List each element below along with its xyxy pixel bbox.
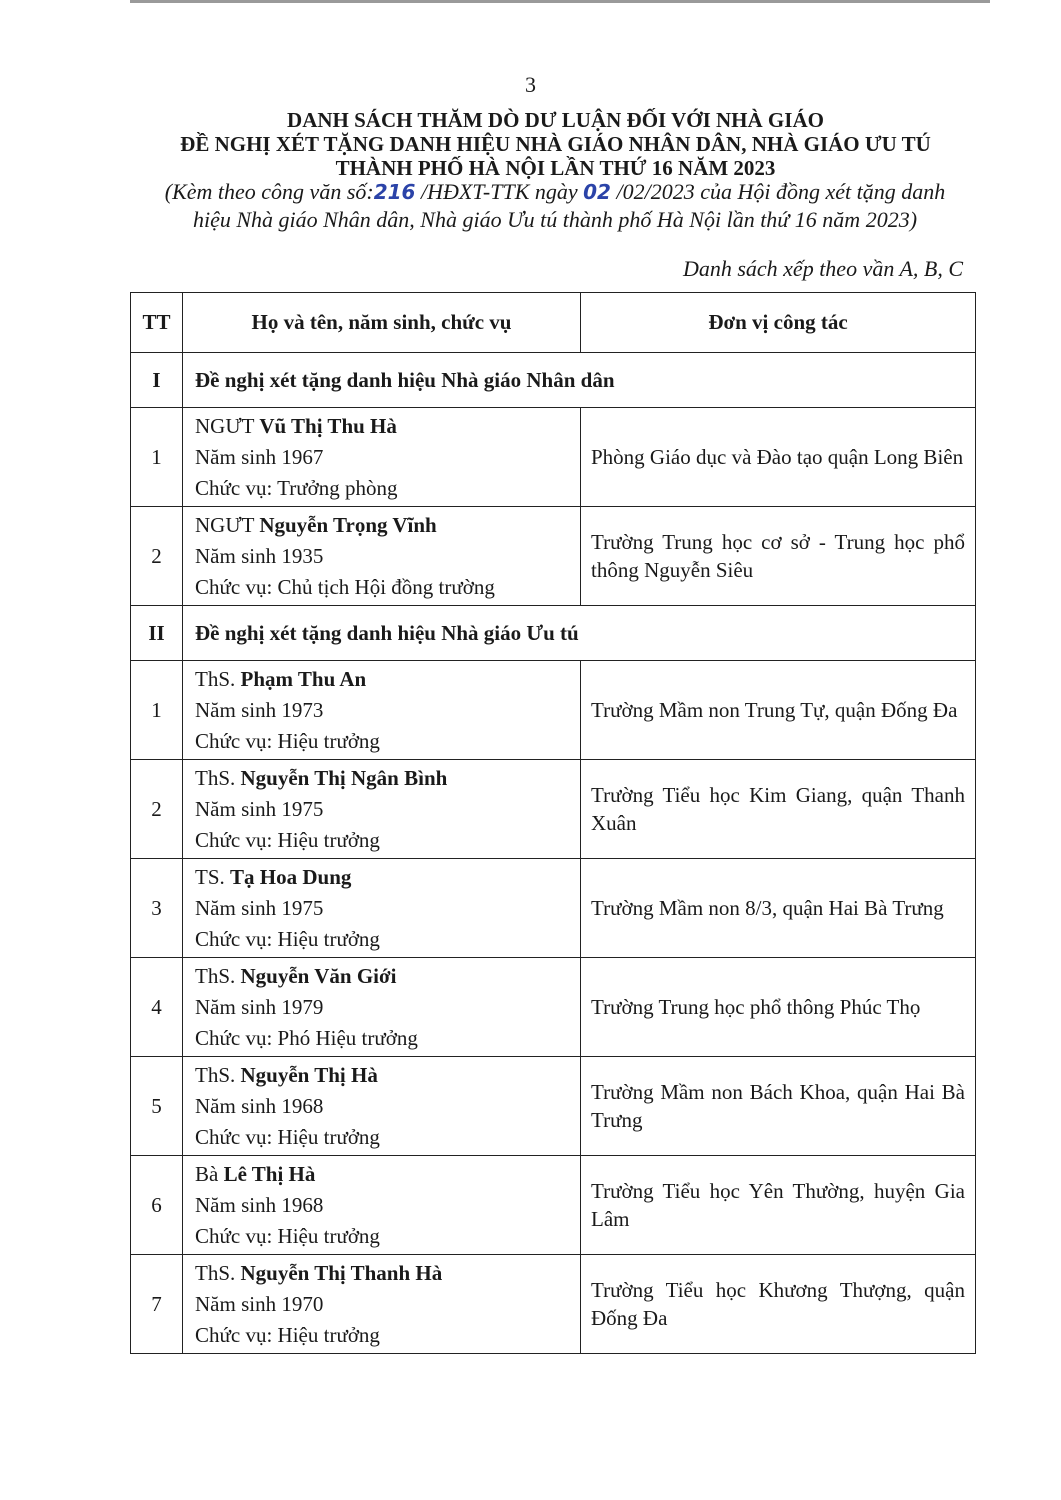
table-row bbox=[131, 1255, 976, 1354]
header-tt: TT bbox=[131, 293, 183, 353]
person-birth-year: Năm sinh 1968 bbox=[195, 1192, 324, 1217]
person-position: Chức vụ: Hiệu trưởng bbox=[195, 926, 380, 951]
person-name-line bbox=[195, 961, 579, 992]
title-line: ĐỀ NGHỊ XÉT TẶNG DANH HIỆU NHÀ GIÁO NHÂN DÂN, NHÀ GIÁO ƯU TÚ bbox=[180, 132, 931, 156]
row-number: 5 bbox=[131, 1057, 183, 1156]
person-title: ThS. bbox=[195, 765, 241, 790]
person-cell bbox=[183, 1156, 581, 1255]
document-subtitle bbox=[40, 178, 1061, 234]
title-line: DANH SÁCH THĂM DÒ DƯ LUẬN ĐỐI VỚI NHÀ GIÁO bbox=[287, 108, 824, 132]
page-number: 3 bbox=[525, 72, 536, 97]
subtitle-line-2: hiệu Nhà giáo Nhân dân, Nhà giáo Ưu tú thành phố Hà Nội lần thứ 16 năm 2023) bbox=[192, 207, 918, 232]
row-number: 7 bbox=[131, 1255, 183, 1354]
section-row bbox=[131, 606, 976, 661]
person-position: Chức vụ: Hiệu trưởng bbox=[195, 827, 380, 852]
person-name: Phạm Thu An bbox=[240, 666, 367, 691]
scan-top-edge bbox=[130, 0, 990, 3]
person-position: Chức vụ: Trưởng phòng bbox=[195, 475, 398, 500]
subtitle-prefix: (Kèm theo công văn số: bbox=[164, 179, 374, 204]
row-number: 2 bbox=[131, 507, 183, 606]
person-name: Lê Thị Hà bbox=[223, 1161, 316, 1186]
person-cell bbox=[183, 859, 581, 958]
work-unit: Trường Tiểu học Khương Thượng, quận Đống Đa bbox=[581, 1255, 976, 1354]
person-name-line bbox=[195, 664, 579, 695]
person-cell bbox=[183, 1255, 581, 1354]
table-header-row bbox=[131, 293, 976, 353]
person-name-line bbox=[195, 763, 579, 794]
person-name: Nguyễn Thị Ngân Bình bbox=[240, 765, 448, 790]
person-cell bbox=[183, 661, 581, 760]
section-number: II bbox=[131, 606, 183, 661]
table-row bbox=[131, 1057, 976, 1156]
person-cell bbox=[183, 958, 581, 1057]
subtitle-mid: /HĐXT-TTK ngày bbox=[415, 179, 584, 204]
row-number: 1 bbox=[131, 408, 183, 507]
row-number: 6 bbox=[131, 1156, 183, 1255]
person-position: Chức vụ: Hiệu trưởng bbox=[195, 1223, 380, 1248]
handwritten-day: 02 bbox=[583, 180, 611, 204]
row-number: 3 bbox=[131, 859, 183, 958]
header-name: Họ và tên, năm sinh, chức vụ bbox=[183, 293, 581, 353]
person-birth-year: Năm sinh 1973 bbox=[195, 697, 324, 722]
sort-note: Danh sách xếp theo vần A, B, C bbox=[682, 256, 963, 281]
document-title bbox=[0, 108, 1061, 180]
person-name: Nguyễn Thị Hà bbox=[240, 1062, 378, 1087]
person-name: Nguyễn Văn Giới bbox=[240, 963, 397, 988]
person-title: ThS. bbox=[195, 1062, 241, 1087]
title-line: THÀNH PHỐ HÀ NỘI LẦN THỨ 16 NĂM 2023 bbox=[335, 156, 776, 180]
person-birth-year: Năm sinh 1935 bbox=[195, 543, 324, 568]
work-unit: Trường Trung học phổ thông Phúc Thọ bbox=[581, 958, 976, 1057]
person-name-line bbox=[195, 1258, 579, 1289]
row-number: 1 bbox=[131, 661, 183, 760]
nominee-table bbox=[130, 292, 976, 1354]
person-cell bbox=[183, 760, 581, 859]
person-name-line bbox=[195, 411, 579, 442]
person-name-line bbox=[195, 510, 579, 541]
work-unit: Trường Tiểu học Yên Thường, huyện Gia Lâm bbox=[581, 1156, 976, 1255]
table-row bbox=[131, 408, 976, 507]
table-row bbox=[131, 958, 976, 1057]
work-unit: Trường Mầm non 8/3, quận Hai Bà Trưng bbox=[581, 859, 976, 958]
row-number: 2 bbox=[131, 760, 183, 859]
person-cell bbox=[183, 507, 581, 606]
person-name: Nguyễn Trọng Vĩnh bbox=[259, 512, 437, 537]
table-row bbox=[131, 507, 976, 606]
person-birth-year: Năm sinh 1967 bbox=[195, 444, 324, 469]
person-position: Chức vụ: Hiệu trưởng bbox=[195, 728, 380, 753]
person-title: TS. bbox=[195, 864, 231, 889]
header-unit: Đơn vị công tác bbox=[581, 293, 976, 353]
table-row bbox=[131, 760, 976, 859]
person-title: ThS. bbox=[195, 963, 241, 988]
person-name-line bbox=[195, 862, 579, 893]
person-cell bbox=[183, 1057, 581, 1156]
handwritten-doc-number: 216 bbox=[373, 180, 416, 204]
person-position: Chức vụ: Phó Hiệu trưởng bbox=[195, 1025, 418, 1050]
person-title: Bà bbox=[195, 1161, 224, 1186]
section-label: Đề nghị xét tặng danh hiệu Nhà giáo Nhân dân bbox=[183, 353, 976, 408]
row-number: 4 bbox=[131, 958, 183, 1057]
table-row bbox=[131, 661, 976, 760]
work-unit: Trường Tiểu học Kim Giang, quận Thanh Xuân bbox=[581, 760, 976, 859]
work-unit: Trường Mầm non Trung Tự, quận Đống Đa bbox=[581, 661, 976, 760]
person-position: Chức vụ: Hiệu trưởng bbox=[195, 1322, 380, 1347]
person-title: ThS. bbox=[195, 666, 241, 691]
section-row bbox=[131, 353, 976, 408]
subtitle-line-1 bbox=[40, 178, 1061, 206]
person-birth-year: Năm sinh 1970 bbox=[195, 1291, 324, 1316]
person-name-line bbox=[195, 1060, 579, 1091]
table-row bbox=[131, 859, 976, 958]
person-title: NGƯT bbox=[195, 413, 260, 438]
person-cell bbox=[183, 408, 581, 507]
person-title: NGƯT bbox=[195, 512, 260, 537]
section-label: Đề nghị xét tặng danh hiệu Nhà giáo Ưu tú bbox=[183, 606, 976, 661]
person-name: Nguyễn Thị Thanh Hà bbox=[240, 1260, 443, 1285]
person-name: Tạ Hoa Dung bbox=[230, 864, 352, 889]
section-number: I bbox=[131, 353, 183, 408]
work-unit: Trường Mầm non Bách Khoa, quận Hai Bà Trưng bbox=[581, 1057, 976, 1156]
person-name: Vũ Thị Thu Hà bbox=[259, 413, 397, 438]
person-name-line bbox=[195, 1159, 579, 1190]
person-birth-year: Năm sinh 1975 bbox=[195, 895, 324, 920]
person-birth-year: Năm sinh 1979 bbox=[195, 994, 324, 1019]
table-row bbox=[131, 1156, 976, 1255]
person-position: Chức vụ: Hiệu trưởng bbox=[195, 1124, 380, 1149]
person-title: ThS. bbox=[195, 1260, 241, 1285]
work-unit: Trường Trung học cơ sở - Trung học phổ thông Nguyễn Siêu bbox=[581, 507, 976, 606]
person-birth-year: Năm sinh 1968 bbox=[195, 1093, 324, 1118]
subtitle-suffix: /02/2023 của Hội đồng xét tặng danh bbox=[610, 179, 946, 204]
work-unit: Phòng Giáo dục và Đào tạo quận Long Biên bbox=[581, 408, 976, 507]
person-birth-year: Năm sinh 1975 bbox=[195, 796, 324, 821]
person-position: Chức vụ: Chủ tịch Hội đồng trường bbox=[195, 574, 495, 599]
